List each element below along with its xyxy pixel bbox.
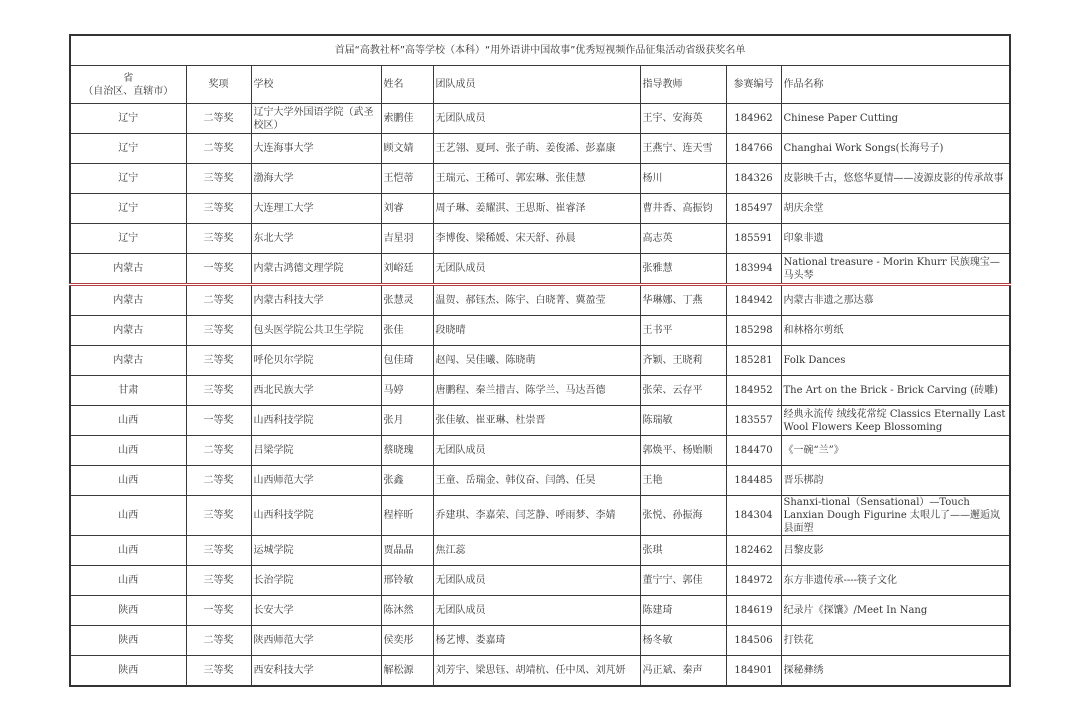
province-cell: 辽宁 (70, 164, 186, 194)
province-cell: 山西 (70, 536, 186, 566)
document-title: 首届“高教社杯”高等学校（本科）“用外语讲中国故事”优秀短视频作品征集活动省级获奖名单 (70, 35, 1010, 66)
table-row (70, 376, 1010, 406)
advisor-cell: 杨川 (640, 164, 726, 194)
advisor-cell: 齐颖、王晓莉 (640, 346, 726, 376)
team-cell: 李博俊、梁稀媛、宋天舒、孙晨 (433, 224, 640, 254)
table-row (70, 496, 1010, 536)
province-cell: 山西 (70, 406, 186, 436)
table-row (70, 104, 1010, 134)
school-cell: 辽宁大学外国语学院（武圣校区） (251, 104, 381, 134)
advisor-cell: 曹井香、高振钧 (640, 194, 726, 224)
entry-no-cell: 184304 (726, 496, 781, 536)
entry-no-cell: 184952 (726, 376, 781, 406)
school-cell: 山西科技学院 (251, 406, 381, 436)
table-row (70, 596, 1010, 626)
award-cell: 二等奖 (186, 626, 251, 656)
table-title-row (70, 35, 1010, 66)
team-cell: 无团队成员 (433, 254, 640, 285)
name-cell: 侯奕彤 (381, 626, 433, 656)
work-title-cell: 打铁花 (781, 626, 1010, 656)
advisor-cell: 杨冬敏 (640, 626, 726, 656)
entry-no-cell: 183557 (726, 406, 781, 436)
work-title-cell: 晋乐梆韵 (781, 466, 1010, 496)
province-cell: 内蒙古 (70, 316, 186, 346)
award-cell: 一等奖 (186, 254, 251, 285)
team-cell: 焦江蕊 (433, 536, 640, 566)
advisor-cell: 张雅慧 (640, 254, 726, 285)
province-cell: 内蒙古 (70, 254, 186, 285)
table-row (70, 536, 1010, 566)
school-cell: 陕西师范大学 (251, 626, 381, 656)
award-cell: 二等奖 (186, 466, 251, 496)
entry-no-cell: 184326 (726, 164, 781, 194)
work-title-cell: 和林格尔剪纸 (781, 316, 1010, 346)
province-cell: 内蒙古 (70, 285, 186, 316)
entry-no-cell: 184972 (726, 566, 781, 596)
province-cell: 甘肃 (70, 376, 186, 406)
table-row (70, 346, 1010, 376)
work-title-cell: Folk Dances (781, 346, 1010, 376)
column-header-team: 团队成员 (433, 66, 640, 104)
school-cell: 东北大学 (251, 224, 381, 254)
entry-no-cell: 185497 (726, 194, 781, 224)
column-header-advisor: 指导教师 (640, 66, 726, 104)
school-cell: 吕梁学院 (251, 436, 381, 466)
school-cell: 西安科技大学 (251, 656, 381, 687)
column-header-award: 奖项 (186, 66, 251, 104)
award-cell: 三等奖 (186, 346, 251, 376)
column-header-province (70, 66, 186, 104)
award-cell: 二等奖 (186, 134, 251, 164)
school-cell: 内蒙古科技大学 (251, 285, 381, 316)
advisor-cell: 华琳娜、丁燕 (640, 285, 726, 316)
entry-no-cell: 185591 (726, 224, 781, 254)
table-row (70, 254, 1010, 285)
school-cell: 长治学院 (251, 566, 381, 596)
name-cell: 王恺蒂 (381, 164, 433, 194)
award-cell: 三等奖 (186, 496, 251, 536)
team-cell: 乔建琪、李嘉荣、闫芝静、呼雨梦、李婧 (433, 496, 640, 536)
work-title-cell: 《一碗“兰”》 (781, 436, 1010, 466)
name-cell: 程梓昕 (381, 496, 433, 536)
work-title-cell: 吕黎皮影 (781, 536, 1010, 566)
entry-no-cell: 184942 (726, 285, 781, 316)
work-title-cell: The Art on the Brick - Brick Carving (砖雕) (781, 376, 1010, 406)
province-cell: 内蒙古 (70, 346, 186, 376)
table-row (70, 285, 1010, 316)
name-cell: 蔡晓瑰 (381, 436, 433, 466)
entry-no-cell: 184485 (726, 466, 781, 496)
advisor-cell: 陈瑞敏 (640, 406, 726, 436)
team-cell: 唐鹏程、秦兰措吉、陈学兰、马达吾德 (433, 376, 640, 406)
team-cell: 王瑞元、王稀可、郭宏琳、张佳慧 (433, 164, 640, 194)
entry-no-cell: 182462 (726, 536, 781, 566)
work-title-cell: 经典永流传 绒线花常绽 Classics Eternally Last Wool Flowers Keep Blossoming (781, 406, 1010, 436)
table-row (70, 406, 1010, 436)
province-cell: 山西 (70, 566, 186, 596)
school-cell: 渤海大学 (251, 164, 381, 194)
table-header-row (70, 66, 1010, 104)
work-title-cell: 胡庆余堂 (781, 194, 1010, 224)
award-cell: 三等奖 (186, 194, 251, 224)
name-cell: 陈沐然 (381, 596, 433, 626)
table-row (70, 134, 1010, 164)
table-row (70, 656, 1010, 687)
table-row (70, 224, 1010, 254)
column-header-school: 学校 (251, 66, 381, 104)
work-title-cell: Chinese Paper Cutting (781, 104, 1010, 134)
name-cell: 张佳 (381, 316, 433, 346)
school-cell: 山西科技学院 (251, 496, 381, 536)
team-cell: 无团队成员 (433, 596, 640, 626)
work-title-cell: 内蒙古非遗之那达慕 (781, 285, 1010, 316)
work-title-cell: Shanxi-tional（Sensational）—Touch Lanxian Dough Figurine 太哏儿了——邂逅岚县面塑 (781, 496, 1010, 536)
work-title-cell: Changhai Work Songs(长海号子) (781, 134, 1010, 164)
entry-no-cell: 184962 (726, 104, 781, 134)
team-cell: 张佳敏、崔亚琳、杜崇晋 (433, 406, 640, 436)
work-title-cell: 皮影映千古，悠悠华夏情——凌源皮影的传承故事 (781, 164, 1010, 194)
school-cell: 大连理工大学 (251, 194, 381, 224)
entry-no-cell: 185281 (726, 346, 781, 376)
table-row (70, 626, 1010, 656)
award-cell: 三等奖 (186, 566, 251, 596)
award-cell: 二等奖 (186, 436, 251, 466)
award-cell: 三等奖 (186, 316, 251, 346)
column-header-name: 姓名 (381, 66, 433, 104)
name-cell: 解松源 (381, 656, 433, 687)
advisor-cell: 王艳 (640, 466, 726, 496)
name-cell: 张慧灵 (381, 285, 433, 316)
advisor-cell: 王书平 (640, 316, 726, 346)
entry-no-cell: 184619 (726, 596, 781, 626)
work-title-cell: National treasure - Morin Khurr 民族瑰宝—马头琴 (781, 254, 1010, 285)
award-cell: 三等奖 (186, 536, 251, 566)
award-cell: 三等奖 (186, 376, 251, 406)
advisor-cell: 郭焕平、杨贻顺 (640, 436, 726, 466)
name-cell: 顾文婧 (381, 134, 433, 164)
name-cell: 刘睿 (381, 194, 433, 224)
team-cell: 周子琳、姜耀淇、王思斯、崔睿泽 (433, 194, 640, 224)
entry-no-cell: 183994 (726, 254, 781, 285)
advisor-cell: 王燕宁、连天雪 (640, 134, 726, 164)
award-cell: 三等奖 (186, 656, 251, 687)
name-cell: 索鹏佳 (381, 104, 433, 134)
advisor-cell: 高志英 (640, 224, 726, 254)
work-title-cell: 纪录片《探馕》/Meet In Nang (781, 596, 1010, 626)
name-cell: 张鑫 (381, 466, 433, 496)
advisor-cell: 陈建琦 (640, 596, 726, 626)
team-cell: 王艺翎、夏珂、张子萌、姜俊浠、彭嘉康 (433, 134, 640, 164)
table-row (70, 566, 1010, 596)
province-cell: 山西 (70, 496, 186, 536)
name-cell: 邢铃敏 (381, 566, 433, 596)
team-cell: 无团队成员 (433, 566, 640, 596)
province-cell: 山西 (70, 436, 186, 466)
province-cell: 辽宁 (70, 224, 186, 254)
school-cell: 山西师范大学 (251, 466, 381, 496)
school-cell: 包头医学院公共卫生学院 (251, 316, 381, 346)
entry-no-cell: 185298 (726, 316, 781, 346)
column-header-entry-no: 参赛编号 (726, 66, 781, 104)
work-title-cell: 探秘彝绣 (781, 656, 1010, 687)
award-cell: 二等奖 (186, 104, 251, 134)
advisor-cell: 董宁宁、郭佳 (640, 566, 726, 596)
name-cell: 包佳琦 (381, 346, 433, 376)
province-cell: 辽宁 (70, 134, 186, 164)
team-cell: 段晓晴 (433, 316, 640, 346)
name-cell: 吉星羽 (381, 224, 433, 254)
advisor-cell: 张悦、孙振海 (640, 496, 726, 536)
team-cell: 无团队成员 (433, 104, 640, 134)
province-cell: 辽宁 (70, 104, 186, 134)
entry-no-cell: 184506 (726, 626, 781, 656)
school-cell: 呼伦贝尔学院 (251, 346, 381, 376)
school-cell: 运城学院 (251, 536, 381, 566)
team-cell: 赵闯、吴佳曦、陈晓萌 (433, 346, 640, 376)
table-row (70, 164, 1010, 194)
province-header-line1: 省 (123, 72, 134, 84)
school-cell: 内蒙古鸿德文理学院 (251, 254, 381, 285)
province-header-line2: （自治区、直辖市） (83, 85, 174, 97)
award-cell: 二等奖 (186, 285, 251, 316)
province-cell: 山西 (70, 466, 186, 496)
award-cell: 一等奖 (186, 596, 251, 626)
work-title-cell: 印象非遗 (781, 224, 1010, 254)
table-row (70, 316, 1010, 346)
entry-no-cell: 184470 (726, 436, 781, 466)
name-cell: 张月 (381, 406, 433, 436)
advisor-cell: 张荣、云存平 (640, 376, 726, 406)
team-cell: 王童、岳瑞金、韩仪奋、闫鸽、任昊 (433, 466, 640, 496)
advisor-cell: 冯正斌、秦声 (640, 656, 726, 687)
team-cell: 刘芳宇、梁思钰、胡靖杭、任中凤、刘芃妍 (433, 656, 640, 687)
award-list-table (69, 34, 1011, 687)
award-cell: 一等奖 (186, 406, 251, 436)
team-cell: 杨艺博、娄嘉琦 (433, 626, 640, 656)
entry-no-cell: 184901 (726, 656, 781, 687)
award-cell: 三等奖 (186, 164, 251, 194)
school-cell: 西北民族大学 (251, 376, 381, 406)
school-cell: 大连海事大学 (251, 134, 381, 164)
advisor-cell: 王宇、安海英 (640, 104, 726, 134)
team-cell: 无团队成员 (433, 436, 640, 466)
work-title-cell: 东方非遗传承----筷子文化 (781, 566, 1010, 596)
team-cell: 温贺、郝钰杰、陈宇、白晓菁、冀盈莹 (433, 285, 640, 316)
column-header-work-title: 作品名称 (781, 66, 1010, 104)
entry-no-cell: 184766 (726, 134, 781, 164)
table-row (70, 466, 1010, 496)
province-cell: 辽宁 (70, 194, 186, 224)
advisor-cell: 张琪 (640, 536, 726, 566)
province-cell: 陕西 (70, 626, 186, 656)
name-cell: 马婷 (381, 376, 433, 406)
name-cell: 刘峪廷 (381, 254, 433, 285)
school-cell: 长安大学 (251, 596, 381, 626)
name-cell: 贾晶晶 (381, 536, 433, 566)
province-cell: 陕西 (70, 596, 186, 626)
table-row (70, 436, 1010, 466)
province-cell: 陕西 (70, 656, 186, 687)
award-cell: 三等奖 (186, 224, 251, 254)
table-row (70, 194, 1010, 224)
